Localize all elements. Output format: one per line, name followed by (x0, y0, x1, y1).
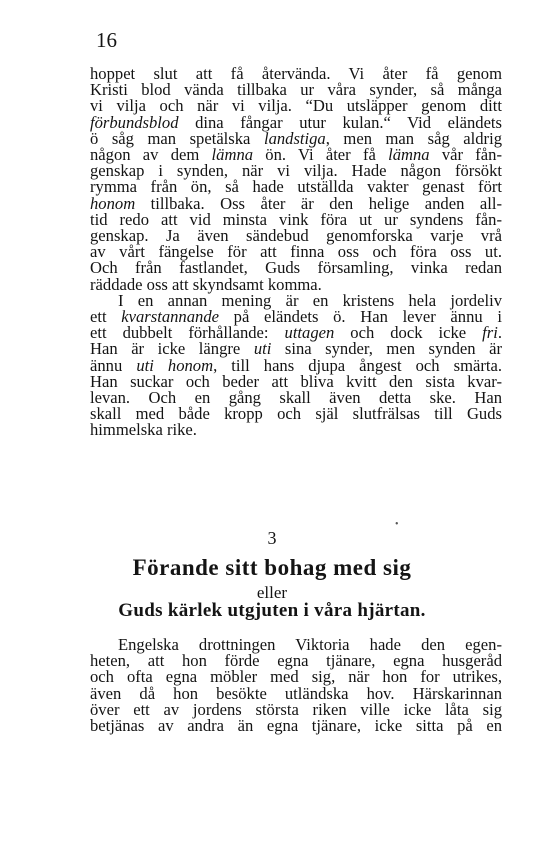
section-connector: eller (256, 583, 288, 602)
text-line: honom tillbaka. Oss åter är den helige anden all- (90, 193, 502, 213)
section-title: Förande sitt bohag med sig (132, 555, 412, 580)
text-line: himmelska rike. (90, 420, 197, 440)
text-line: rymma från ön, så hade utställda vakter genast fört (90, 177, 502, 197)
text-line: ett kvarstannande på eländets ö. Han lever ännu i (90, 307, 502, 327)
text-line: Engelska drottningen Viktoria hade den egen- (118, 635, 502, 654)
text-line: förbundsblod dina fångar utur kulan.“ Vid eländets (90, 112, 502, 132)
text-line: genskap i synden, när vi vilja. Hade någon försökt (90, 161, 502, 181)
text-line: Han suckar och beder att bliva kvitt den sista kvar- (90, 371, 502, 391)
text-line: även då hon besökte utländska hov. Härskarinnan (90, 683, 502, 703)
body-text-bottom (90, 637, 502, 734)
text-line: hoppet slut att få återvända. Vi åter få genom (90, 64, 502, 83)
text-line: heten, att hon förde egna tjänare, egna husgeråd (90, 651, 502, 671)
text-line: Han är icke längre uti sina synder, men synden är (90, 339, 502, 359)
text-line: någon av dem lämna ön. Vi åter få lämna vår fån- (90, 145, 502, 165)
paragraph-3 (90, 637, 502, 734)
text-line: I en annan mening är en kristens hela jordeliv (118, 290, 502, 310)
text-line: ö såg man spetälska landstiga, men man såg aldrig (90, 128, 502, 148)
text-line: levan. Och en gång skall även detta ske. Han (90, 388, 502, 408)
page-number: 16 (96, 28, 117, 52)
text-line: Kristi blod vända tillbaka ur våra synder, så många (90, 80, 502, 100)
text-line: tid redo att vid minsta vink föra ut ur syndens fån- (90, 209, 502, 229)
section-subtitle: Guds kärlek utgjuten i våra hjärtan. (118, 600, 426, 621)
text-line: räddade oss att skyndsamt komma. (90, 274, 322, 294)
text-line: av vårt fängelse för att finna oss och föra oss ut. (90, 242, 502, 262)
paragraph-2 (90, 290, 502, 440)
section-number: 3 (267, 528, 277, 548)
text-line: ännu uti honom, till hans djupa ångest och smärta. (90, 355, 502, 375)
text-line: ett dubbelt förhållande: uttagen och dock icke fri. (90, 323, 502, 343)
text-line: vi vilja och när vi vilja. “Du utsläpper genom ditt (90, 96, 502, 116)
print-speck: • (395, 519, 399, 530)
text-line: Och från fastlandet, Guds församling, vinka redan (90, 258, 502, 278)
text-line: och ofta egna möbler med sig, när hon for utrikes, (90, 667, 502, 687)
body-text-top (90, 66, 502, 439)
paragraph-1 (90, 66, 502, 293)
text-line: genskap. Ja även sändebud genomforska varje vrå (90, 226, 502, 246)
text-line: betjänas av andra än egna tjänare, icke sitta på en (90, 716, 502, 736)
text-line: över ett av jordens största riken ville icke låta sig (90, 699, 502, 719)
text-line: skall med både kropp och själ slutfrälsas till Guds (90, 404, 502, 424)
